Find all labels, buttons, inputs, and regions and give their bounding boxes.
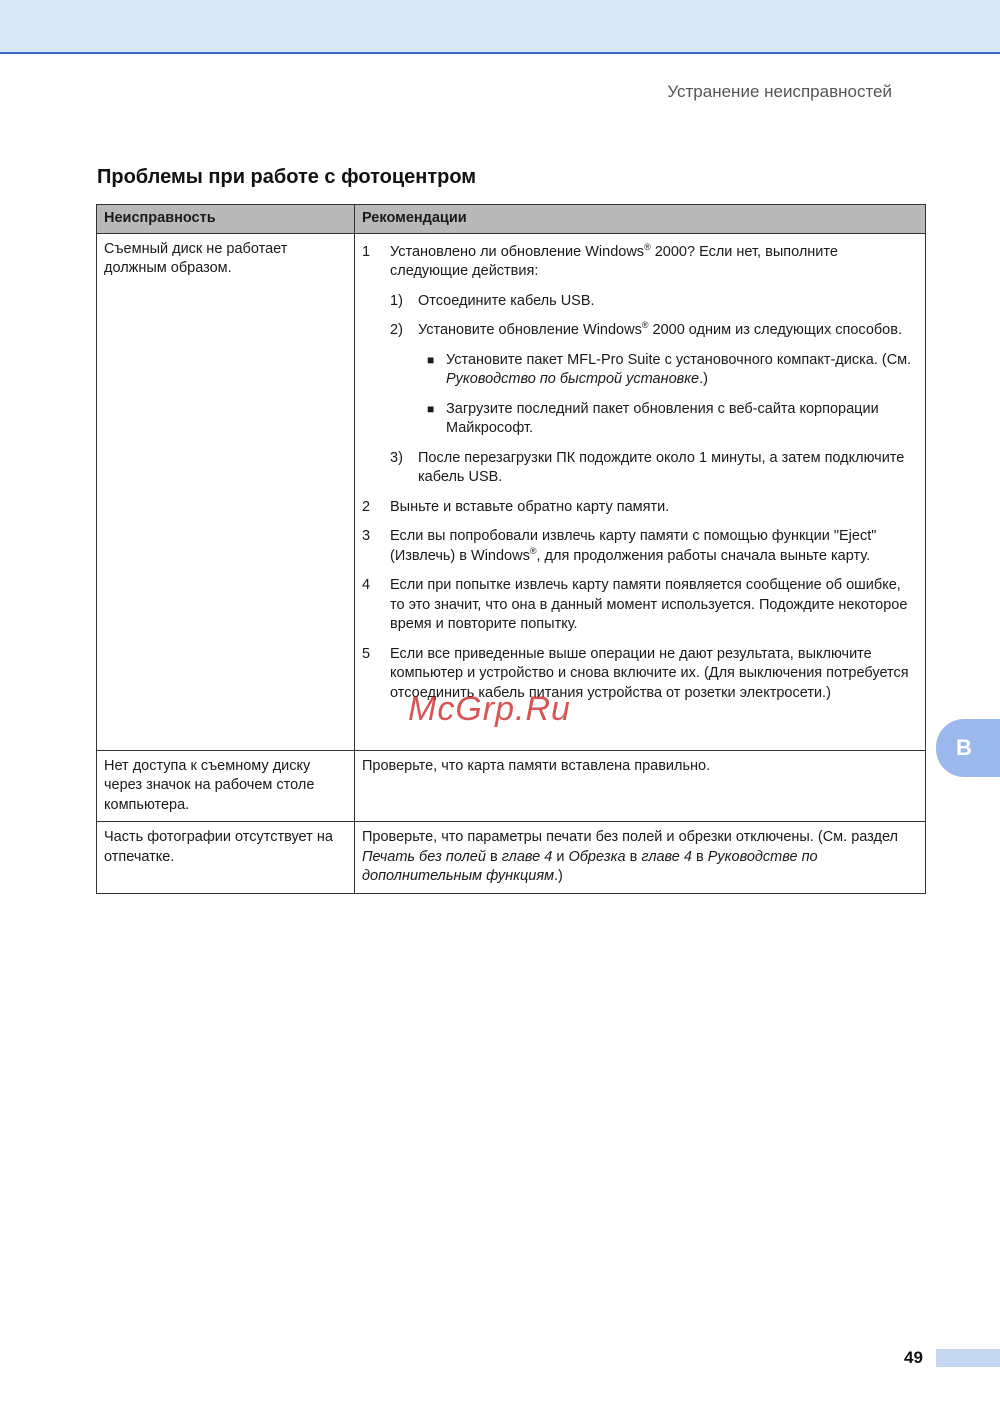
column-header-recommendations: Рекомендации (355, 205, 926, 234)
list-item: 1 Установлено ли обновление Windows® 2000? Если нет, выполните следующие действия: (362, 241, 838, 279)
list-item: 5 Если все приведенные выше операции не дают результата, выключите компьютер и устройство и снова включите их. (Для выключения потребуется отсоединить кабель питания устройства от розетки электросети.) (362, 645, 909, 701)
top-header-band (0, 0, 1000, 54)
recommendation-cell: Проверьте, что параметры печати без полей и обрезки отключены. (См. раздел Печать без полей в главе 4 и Обрезка в главе 4 в Руководстве по дополнительным функциям.) (355, 822, 926, 894)
watermark: McGrp.Ru (408, 690, 571, 728)
table-row (97, 233, 926, 750)
sub-list-item: 2) Установите обновление Windows® 2000 одним из следующих способов. (390, 320, 902, 338)
running-header: Устранение неисправностей (667, 82, 892, 101)
table-row (97, 822, 926, 894)
troubleshooting-table (96, 204, 926, 894)
recommendation-cell: Проверьте, что карта памяти вставлена правильно. (355, 750, 926, 822)
bullet-item: ■ Установите пакет MFL-Pro Suite с установочного компакт-диска. (См. Руководство по быстрой установке.) (418, 351, 918, 390)
list-item: 2 Выньте и вставьте обратно карту памяти. (362, 498, 670, 515)
list-item: 3 Если вы попробовали извлечь карту памяти с помощью функции "Eject" (Извлечь) в Windows®, для продолжения работы сначала выньте карту. (362, 528, 877, 564)
page-title: Проблемы при работе с фотоцентром (97, 166, 477, 188)
square-bullet-icon: ■ (427, 352, 435, 367)
problem-cell: Часть фотографии отсутствует на отпечатке. (97, 822, 355, 894)
list-item: 4 Если при попытке извлечь карту памяти появляется сообщение об ошибке, то это значит, что она в данный момент используется. Подождите некоторое время и повторите попытку. (362, 577, 908, 632)
column-header-problem: Неисправность (97, 205, 355, 234)
sub-list-item: 1) Отсоедините кабель USB. (390, 292, 595, 309)
problem-cell: Съемный диск не работает должным образом. (97, 233, 355, 750)
sub-list-item: 3) После перезагрузки ПК подождите около 1 минуты, а затем подключите кабель USB. (390, 449, 905, 485)
bullet-item: ■ Загрузите последний пакет обновления с веб-сайта корпорации Майкрософт. (418, 400, 918, 439)
chapter-tab: B (936, 719, 1000, 777)
square-bullet-icon: ■ (427, 401, 435, 416)
page-number-band (936, 1349, 1000, 1367)
table-header-row (97, 205, 926, 234)
page-number: 49 (904, 1348, 923, 1367)
problem-cell: Нет доступа к съемному диску через значок на рабочем столе компьютера. (97, 750, 355, 822)
recommendation-cell (355, 233, 926, 750)
table-row (97, 750, 926, 822)
